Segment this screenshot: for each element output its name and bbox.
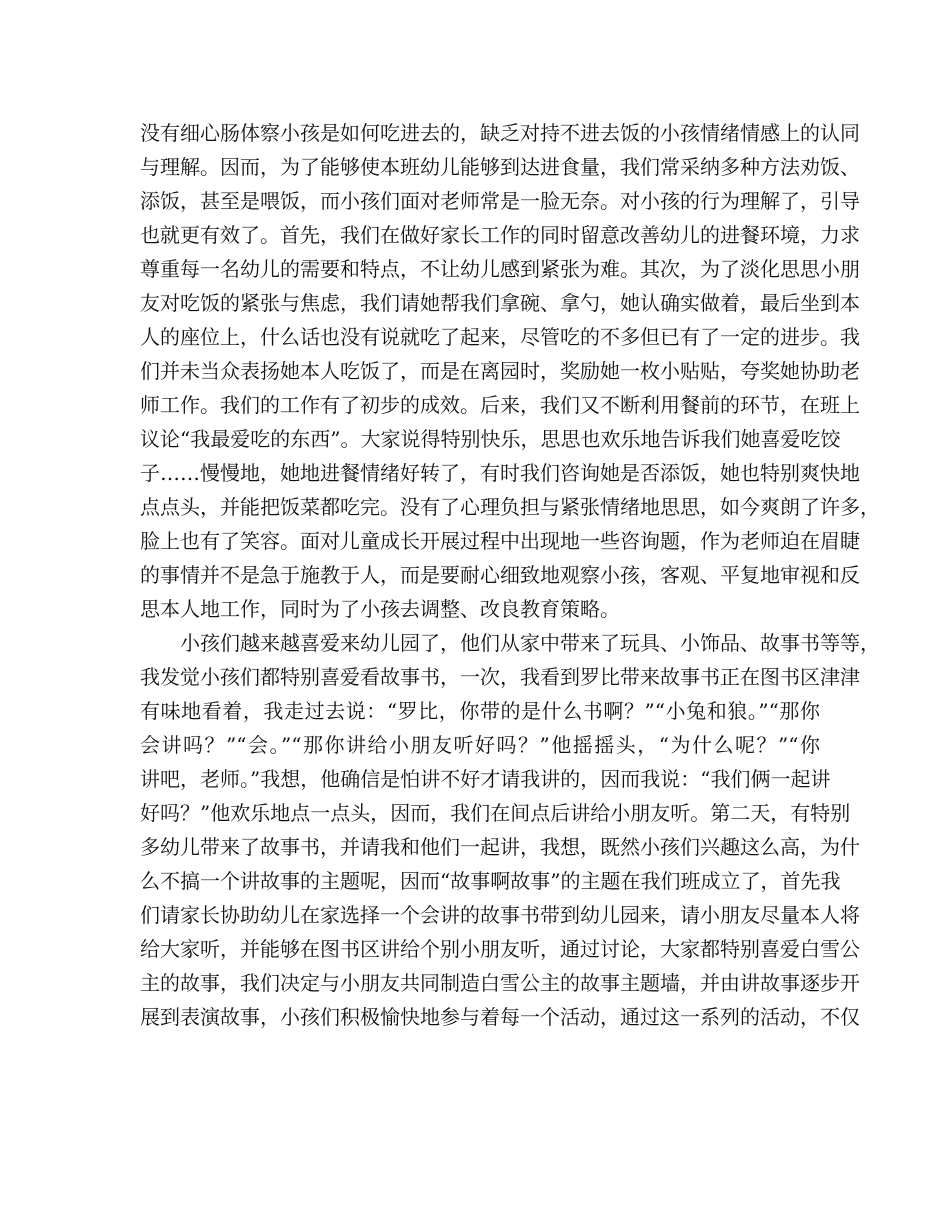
document-body <box>140 116 880 1034</box>
text-line: 们请家长协助幼儿在家选择一个会讲的故事书带到幼儿园来，请小朋友尽量本人将 <box>140 903 860 927</box>
text-line: 们并未当众表扬她本人吃饭了，而是在离园时，奖励她一枚小贴贴，夸奖她协助老 <box>140 359 860 383</box>
text-line: 思本人地工作，同时为了小孩去调整、改良教育策略。 <box>140 597 620 621</box>
text-line: 议论“我最爱吃的东西”。大家说得特别快乐，思思也欢乐地告诉我们她喜爱吃饺 <box>140 427 841 451</box>
text-line: 子……慢慢地，她地进餐情绪好转了，有时我们咨询她是否添饭，她也特别爽快地 <box>140 461 860 485</box>
text-line: 师工作。我们的工作有了初步的成效。后来，我们又不断利用餐前的环节，在班上 <box>140 393 860 417</box>
text-line: 与理解。因而，为了能够使本班幼儿能够到达进食量，我们常采纳多种方法劝饭、 <box>140 155 860 179</box>
text-line: 的事情并不是急于施教于人，而是要耐心细致地观察小孩，客观、平复地审视和反 <box>140 563 860 587</box>
text-line: 展到表演故事，小孩们积极愉快地参与着每一个活动，通过这一系列的活动，不仅 <box>140 1005 860 1029</box>
paragraph-2 <box>140 626 880 1034</box>
text-line: 好吗？”他欢乐地点一点头，因而，我们在间点后讲给小朋友听。第二天，有特别 <box>140 801 851 825</box>
text-line: 有味地看着，我走过去说：“罗比，你带的是什么书啊？”“小兔和狼。”“那你 <box>140 699 820 723</box>
text-line: 会讲吗？”“会。”“那你讲给小朋友听好吗？”他摇摇头，“为什么呢？”“你 <box>140 733 820 757</box>
text-line: 我发觉小孩们都特别喜爱看故事书，一次，我看到罗比带来故事书正在图书区津津 <box>140 665 860 689</box>
text-line: 脸上也有了笑容。面对儿童成长开展过程中出现地一些咨询题，作为老师迫在眉睫 <box>140 529 860 553</box>
text-line: 给大家听，并能够在图书区讲给个别小朋友听，通过讨论，大家都特别喜爱白雪公 <box>140 937 860 961</box>
text-line: 多幼儿带来了故事书，并请我和他们一起讲，我想，既然小孩们兴趣这么高，为什 <box>140 835 860 859</box>
text-line: 讲吧，老师。”我想，他确信是怕讲不好才请我讲的，因而我说：“我们俩一起讲 <box>140 767 831 791</box>
text-line: 点点头，并能把饭菜都吃完。没有了心理负担与紧张情绪地思思，如今爽朗了许多， <box>140 495 880 519</box>
text-line: 么不搞一个讲故事的主题呢，因而“故事啊故事”的主题在我们班成立了，首先我 <box>140 869 841 893</box>
text-line: 也就更有效了。首先，我们在做好家长工作的同时留意改善幼儿的进餐环境，力求 <box>140 223 860 247</box>
text-line: 小孩们越来越喜爱来幼儿园了，他们从家中带来了玩具、小饰品、故事书等等， <box>180 631 880 655</box>
text-line: 友对吃饭的紧张与焦虑，我们请她帮我们拿碗、拿勺，她认确实做着，最后坐到本 <box>140 291 860 315</box>
text-line: 没有细心肠体察小孩是如何吃进去的，缺乏对持不进去饭的小孩情绪情感上的认同 <box>140 121 860 145</box>
text-line: 添饭，甚至是喂饭，而小孩们面对老师常是一脸无奈。对小孩的行为理解了，引导 <box>140 189 860 213</box>
text-line: 人的座位上，什么话也没有说就吃了起来，尽管吃的不多但已有了一定的进步。我 <box>140 325 860 349</box>
text-line: 主的故事，我们决定与小朋友共同制造白雪公主的故事主题墙，并由讲故事逐步开 <box>140 971 860 995</box>
paragraph-1 <box>140 116 880 626</box>
text-line: 尊重每一名幼儿的需要和特点，不让幼儿感到紧张为难。其次，为了淡化思思小朋 <box>140 257 860 281</box>
